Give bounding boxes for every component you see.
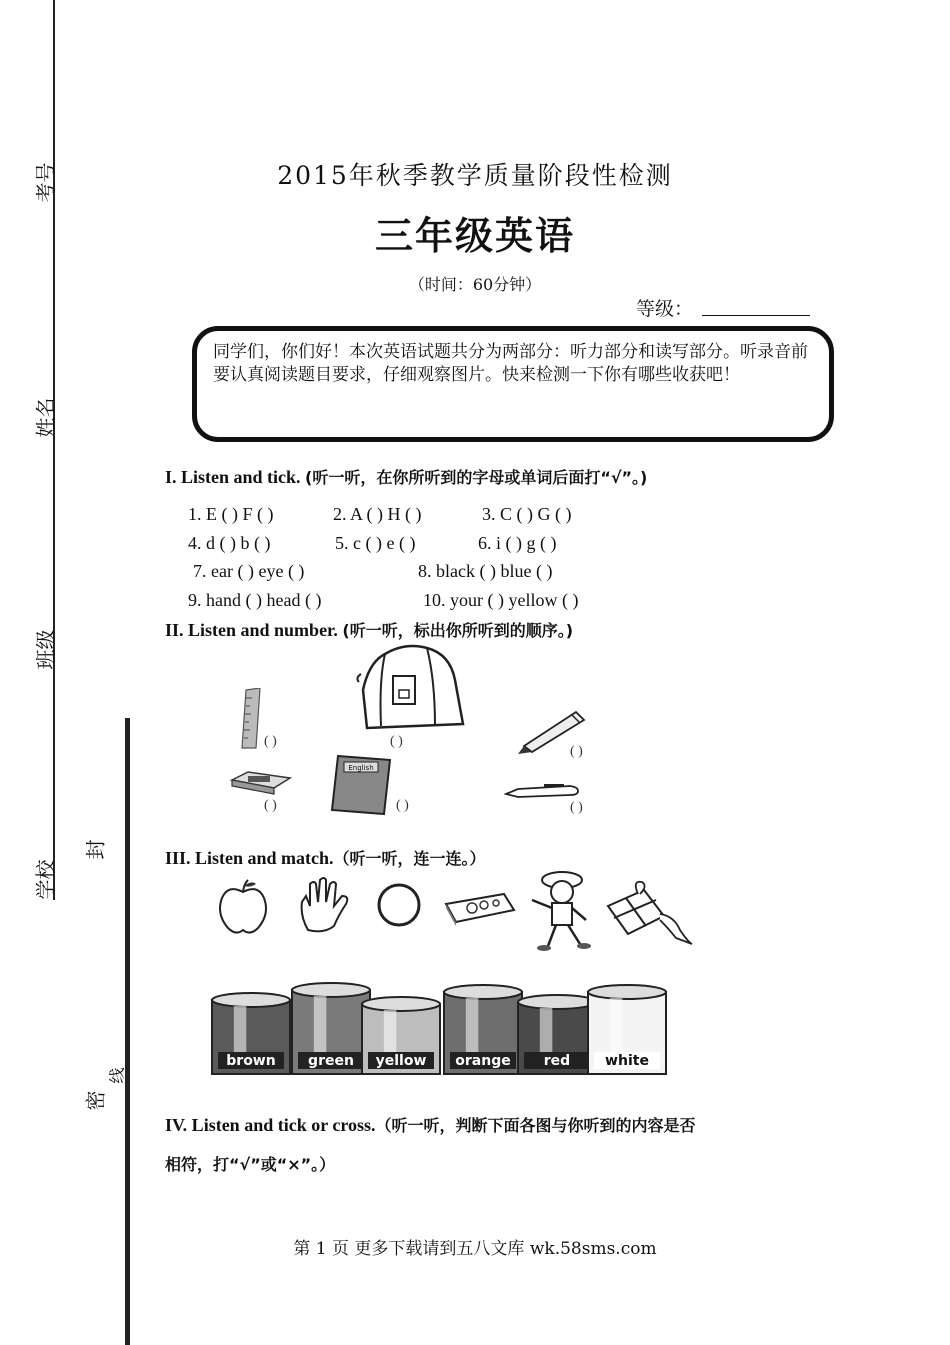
section4-heading-cont: 相符，打“√”或“×”。） bbox=[165, 1155, 336, 1174]
paren-ruler[interactable]: ( ) bbox=[264, 734, 277, 749]
grade-label: 等级： bbox=[636, 298, 694, 320]
seal-char-mi: 密 bbox=[83, 1090, 108, 1111]
section1-heading: I. Listen and tick. (听一听，在你所听到的字母或单词后面打“√”。) bbox=[165, 467, 648, 487]
s1-item-6: 6. i ( ) g ( ) bbox=[478, 533, 557, 553]
s1-item-4: 4. d ( ) b ( ) bbox=[188, 533, 271, 553]
paren-book[interactable]: ( ) bbox=[396, 798, 409, 813]
gift-icon bbox=[604, 876, 696, 946]
label-exam-number: 考号 bbox=[33, 162, 58, 203]
paren-pen[interactable]: ( ) bbox=[570, 800, 583, 815]
s1-item-9: 9. hand ( ) head ( ) bbox=[188, 590, 322, 610]
grade-blank[interactable] bbox=[702, 315, 810, 316]
section2-heading: II. Listen and number. (听一听，标出你所听到的顺序。) bbox=[165, 620, 574, 640]
pen-icon bbox=[504, 780, 582, 802]
label-class: 班级 bbox=[33, 629, 58, 670]
boy-icon bbox=[526, 870, 598, 952]
section4-heading: IV. Listen and tick or cross.（听一听，判断下面各图与你听到的内容是否 bbox=[165, 1115, 696, 1135]
hand-icon bbox=[294, 876, 356, 934]
paint-buckets bbox=[208, 982, 688, 1090]
s1-item-8: 8. black ( ) blue ( ) bbox=[418, 561, 553, 581]
paint-bucket-yellow bbox=[362, 997, 440, 1074]
schoolbag-icon bbox=[355, 640, 465, 732]
notice-box bbox=[192, 326, 834, 442]
subject-title: 三年级英语 bbox=[374, 214, 575, 258]
s1-item-7: 7. ear ( ) eye ( ) bbox=[193, 561, 305, 581]
paren-eraser[interactable]: ( ) bbox=[264, 798, 277, 813]
notice-text: 同学们，你们好！本次英语试题共分为两部分：听力部分和读写部分。听录音前要认真阅读题目要求，仔细观察图片。快来检测一下你有哪些收获吧！ bbox=[213, 342, 808, 385]
paint-bucket-green bbox=[292, 983, 370, 1074]
paint-bucket-red bbox=[518, 995, 596, 1074]
label-school: 学校 bbox=[33, 859, 58, 900]
page-footer: 第 1 页 更多下载请到五八文库 wk.58sms.com bbox=[293, 1239, 657, 1259]
seal-char-xian: 线 bbox=[107, 1067, 127, 1084]
apple-icon bbox=[214, 878, 272, 936]
seal-char-feng: 封 bbox=[83, 839, 108, 860]
s1-item-2: 2. A ( ) H ( ) bbox=[333, 504, 422, 524]
book-label: English bbox=[348, 764, 374, 772]
paint-label-red: red bbox=[543, 1053, 571, 1069]
paint-label-white: white bbox=[605, 1053, 649, 1069]
circle-icon bbox=[374, 880, 424, 930]
paint-label-brown: brown bbox=[226, 1053, 276, 1069]
paren-pencil[interactable]: ( ) bbox=[570, 744, 583, 759]
exam-title: 2015年秋季教学质量阶段性检测 bbox=[277, 161, 673, 190]
paint-label-orange: orange bbox=[455, 1053, 511, 1069]
s1-item-3: 3. C ( ) G ( ) bbox=[482, 504, 572, 524]
s1-item-5: 5. c ( ) e ( ) bbox=[335, 533, 416, 553]
paint-bucket-white bbox=[588, 985, 666, 1074]
section3-heading: III. Listen and match.（听一听，连一连。） bbox=[165, 848, 486, 868]
binding-line-thin bbox=[53, 0, 55, 900]
english-book-icon bbox=[328, 754, 394, 816]
s1-item-10: 10. your ( ) yellow ( ) bbox=[423, 590, 579, 610]
s1-item-1: 1. E ( ) F ( ) bbox=[188, 504, 274, 524]
paint-label-green: green bbox=[308, 1053, 354, 1069]
paint-bucket-orange bbox=[444, 985, 522, 1074]
label-name: 姓名 bbox=[33, 397, 58, 438]
ruler-icon bbox=[238, 688, 264, 750]
paren-schoolbag[interactable]: ( ) bbox=[390, 734, 403, 749]
paint-label-yellow: yellow bbox=[375, 1053, 427, 1069]
paint-bucket-brown bbox=[212, 993, 290, 1074]
exam-duration: （时间：60分钟） bbox=[408, 275, 542, 294]
eraser-icon bbox=[230, 770, 292, 796]
pencil-box-icon bbox=[442, 890, 516, 928]
